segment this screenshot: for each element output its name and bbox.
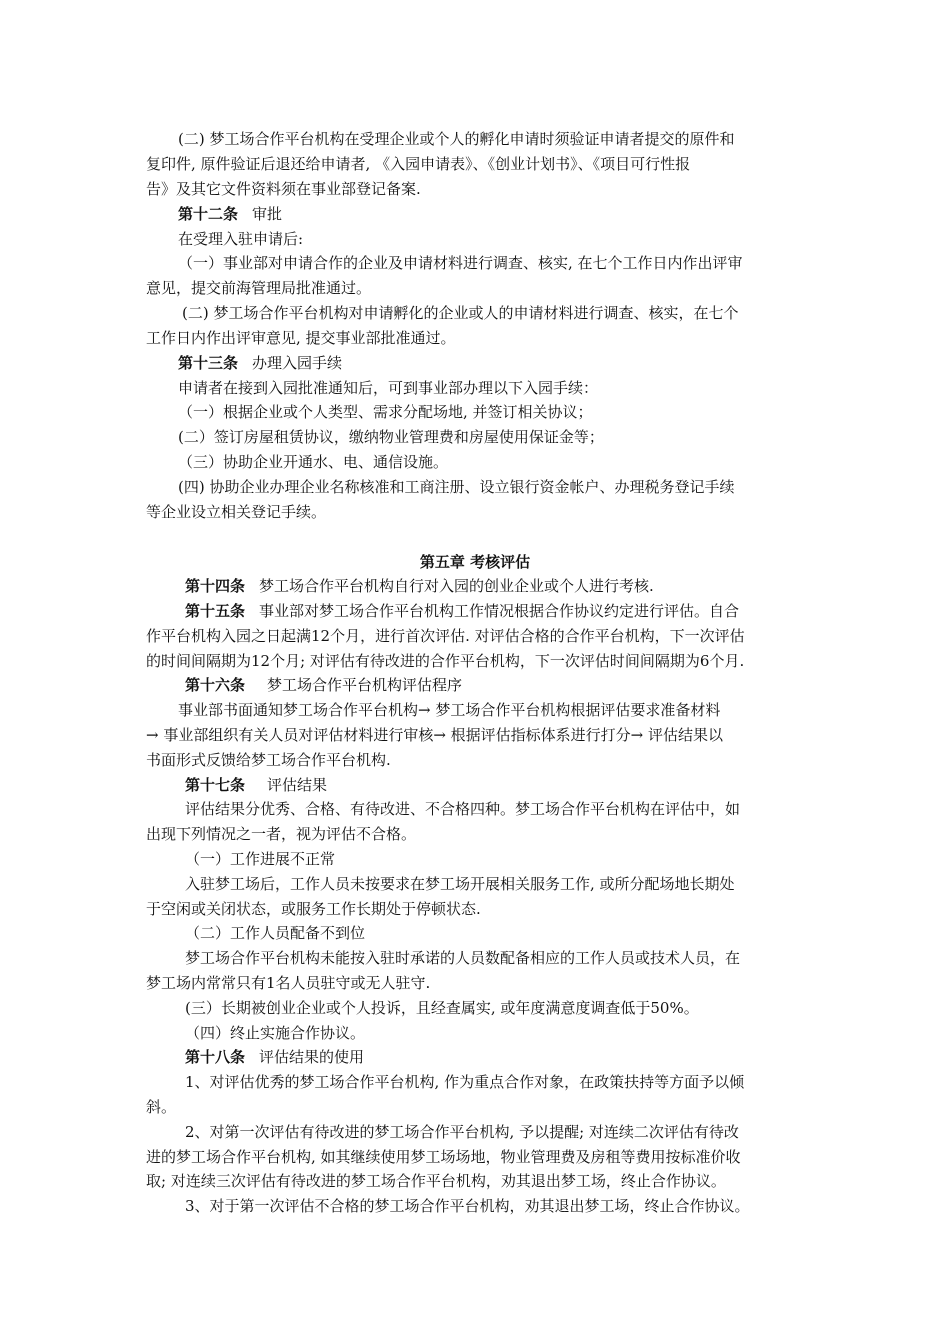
para-line: 于空闲或关闭状态，或服务工作长期处于停顿状态. bbox=[146, 900, 481, 918]
article-text: 梦工场合作平台机构自行对入园的创业企业或个人进行考核. bbox=[259, 577, 654, 595]
article-label: 第十四条 bbox=[185, 577, 246, 595]
para-line: 取; 对连续三次评估有待改进的梦工场合作平台机构，劝其退出梦工场，终止合作协议。 bbox=[146, 1172, 726, 1190]
para-line: (二) 梦工场合作平台机构在受理企业或个人的孵化申请时须验证申请者提交的原件和 bbox=[178, 130, 735, 148]
para-line: 3、对于第一次评估不合格的梦工场合作平台机构，劝其退出梦工场，终止合作协议。 bbox=[185, 1197, 750, 1215]
article-18 bbox=[185, 1047, 364, 1069]
article-17 bbox=[185, 775, 327, 797]
para-line: 入驻梦工场后，工作人员未按要求在梦工场开展相关服务工作, 或所分配场地长期处 bbox=[185, 875, 735, 893]
para-line: （一）事业部对申请合作的企业及申请材料进行调查、核实, 在七个工作日内作出评审 bbox=[178, 254, 743, 272]
article-label: 第十二条 bbox=[178, 205, 239, 223]
para-line: (四) 协助企业办理企业名称核准和工商注册、设立银行资金帐户、办理税务登记手续 bbox=[178, 478, 735, 496]
para-line: 评估结果分优秀、合格、有待改进、不合格四种。梦工场合作平台机构在评估中，如 bbox=[185, 800, 741, 818]
para-line: 申请者在接到入园批准通知后，可到事业部办理以下入园手续： bbox=[178, 379, 599, 397]
article-label: 第十六条 bbox=[185, 676, 246, 694]
para-line: (二）签订房屋租赁协议，缴纳物业管理费和房屋使用保证金等； bbox=[178, 428, 604, 446]
article-text: 事业部对梦工场合作平台机构工作情况根据合作协议约定进行评估。自合 bbox=[259, 602, 740, 620]
para-line: 出现下列情况之一者，视为评估不合格。 bbox=[146, 825, 417, 843]
para-line: (三）长期被创业企业或个人投诉，且经查属实, 或年度满意度调查低于50%。 bbox=[185, 999, 699, 1017]
para-line: 事业部书面通知梦工场合作平台机构→ 梦工场合作平台机构根据评估要求准备材料 bbox=[178, 701, 721, 719]
para-line: 复印件, 原件验证后退还给申请者, 《入园申请表》、《创业计划书》、《项目可行性报 bbox=[146, 155, 691, 173]
article-label: 第十八条 bbox=[185, 1048, 246, 1066]
para-line: （一）根据企业或个人类型、需求分配场地, 并签订相关协议； bbox=[178, 403, 593, 421]
article-label: 第十三条 bbox=[178, 354, 239, 372]
para-line: （二）工作人员配备不到位 bbox=[185, 924, 366, 942]
para-line: → 事业部组织有关人员对评估材料进行审核→ 根据评估指标体系进行打分→ 评估结果以 bbox=[146, 726, 724, 744]
article-13-heading bbox=[178, 353, 342, 375]
para-line: 1、对评估优秀的梦工场合作平台机构, 作为重点合作对象，在政策扶持等方面予以倾 bbox=[185, 1073, 745, 1091]
para-line: （三）协助企业开通水、电、通信设施。 bbox=[178, 453, 449, 471]
para-line: 梦工场合作平台机构未能按入驻时承诺的人员数配备相应的工作人员或技术人员，在 bbox=[185, 949, 741, 967]
article-15 bbox=[185, 601, 739, 623]
para-line: 工作日内作出评审意见, 提交事业部批准通过。 bbox=[146, 329, 456, 347]
para-line: 的时间间隔期为12个月; 对评估有待改进的合作平台机构，下一次评估时间间隔期为6个月. bbox=[146, 652, 745, 670]
para-line: 梦工场内常常只有1名人员驻守或无人驻守. bbox=[146, 974, 431, 992]
article-title: 评估结果的使用 bbox=[259, 1048, 365, 1066]
para-line: 书面形式反馈给梦工场合作平台机构. bbox=[146, 751, 391, 769]
para-line: （四）终止实施合作协议。 bbox=[185, 1024, 366, 1042]
article-title: 梦工场合作平台机构评估程序 bbox=[267, 676, 463, 694]
para-line: (二) 梦工场合作平台机构对申请孵化的企业或人的申请材料进行调查、核实，在七个 bbox=[182, 304, 739, 322]
para-line: （一）工作进展不正常 bbox=[185, 850, 336, 868]
para-line: 作平台机构入园之日起满12个月，进行首次评估. 对评估合格的合作平台机构，下一次评估 bbox=[146, 627, 745, 645]
article-title: 审批 bbox=[252, 205, 283, 223]
article-label: 第十七条 bbox=[185, 776, 246, 794]
para-line: 在受理入驻申请后: bbox=[178, 230, 304, 248]
para-line: 意见，提交前海管理局批准通过。 bbox=[146, 279, 372, 297]
para-line: 等企业设立相关登记手续。 bbox=[146, 503, 327, 521]
chapter-title: 第五章 考核评估 bbox=[419, 553, 531, 571]
article-12-heading bbox=[178, 204, 282, 226]
article-16 bbox=[185, 675, 462, 697]
article-title: 评估结果 bbox=[267, 776, 328, 794]
article-14 bbox=[185, 576, 654, 598]
para-line: 斜。 bbox=[146, 1098, 177, 1116]
article-label: 第十五条 bbox=[185, 602, 246, 620]
para-line: 进的梦工场合作平台机构, 如其继续使用梦工场场地，物业管理费及房租等费用按标准价收 bbox=[146, 1148, 741, 1166]
para-line: 告》及其它文件资料须在事业部登记备案. bbox=[146, 180, 421, 198]
article-title: 办理入园手续 bbox=[252, 354, 343, 372]
para-line: 2、对第一次评估有待改进的梦工场合作平台机构, 予以提醒; 对连续二次评估有待改 bbox=[185, 1123, 739, 1141]
